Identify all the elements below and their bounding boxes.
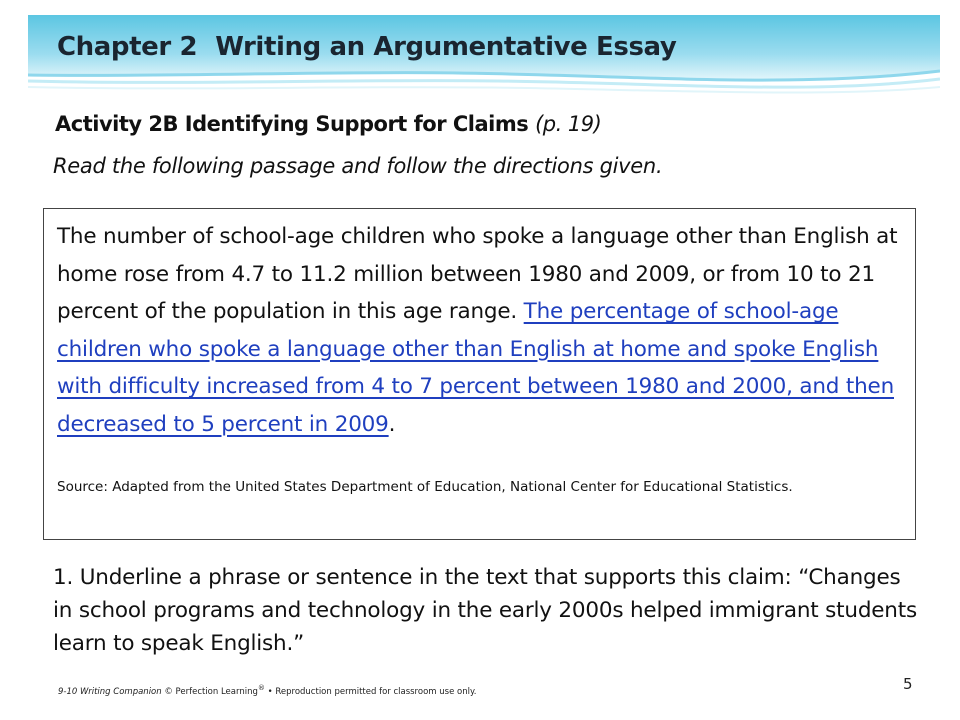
passage-highlighted-sentence: The percentage of school-age children who spoke a language other than English at home and spoke English with difficulty increased from 4 to 7 percent between 1980 and 2000, and then decreased to 5 percent in 2009	[57, 299, 894, 437]
passage-source: Source: Adapted from the United States Department of Education, National Center for Educational Statistics.	[57, 479, 793, 495]
page-number: 5	[903, 675, 913, 693]
chapter-title	[57, 32, 676, 62]
activity-page-ref: (p. 19)	[535, 112, 602, 136]
footer-notice: • Reproduction permitted for classroom use only.	[264, 686, 477, 697]
chapter-name: Writing an Argumentative Essay	[215, 32, 677, 62]
question-1: 1. Underline a phrase or sentence in the text that supports this claim: “Changes in school programs and technology in the early 2000s helped immigrant students learn to speak English.”	[53, 565, 917, 656]
activity-title: Activity 2B Identifying Support for Claims	[55, 112, 529, 136]
footer-publication: 9-10 Writing Companion	[58, 686, 162, 697]
chapter-label: Chapter 2	[57, 32, 198, 62]
footer-copyright	[58, 683, 476, 697]
passage-box	[43, 208, 916, 540]
activity-directions: Read the following passage and follow the directions given.	[53, 154, 663, 178]
footer-registered-mark: ®	[257, 683, 265, 692]
footer-copyright-text: © Perfection Learning	[161, 686, 258, 697]
passage-text-before: The number of school-age children who spoke a language other than English at home rose from 4.7 to 11.2 million between 1980 and 2009, or from 10 to 21 percent of the population in this age range.	[57, 224, 898, 324]
passage-text-after: .	[388, 411, 396, 437]
activity-heading	[55, 112, 601, 136]
passage-text	[57, 218, 907, 443]
